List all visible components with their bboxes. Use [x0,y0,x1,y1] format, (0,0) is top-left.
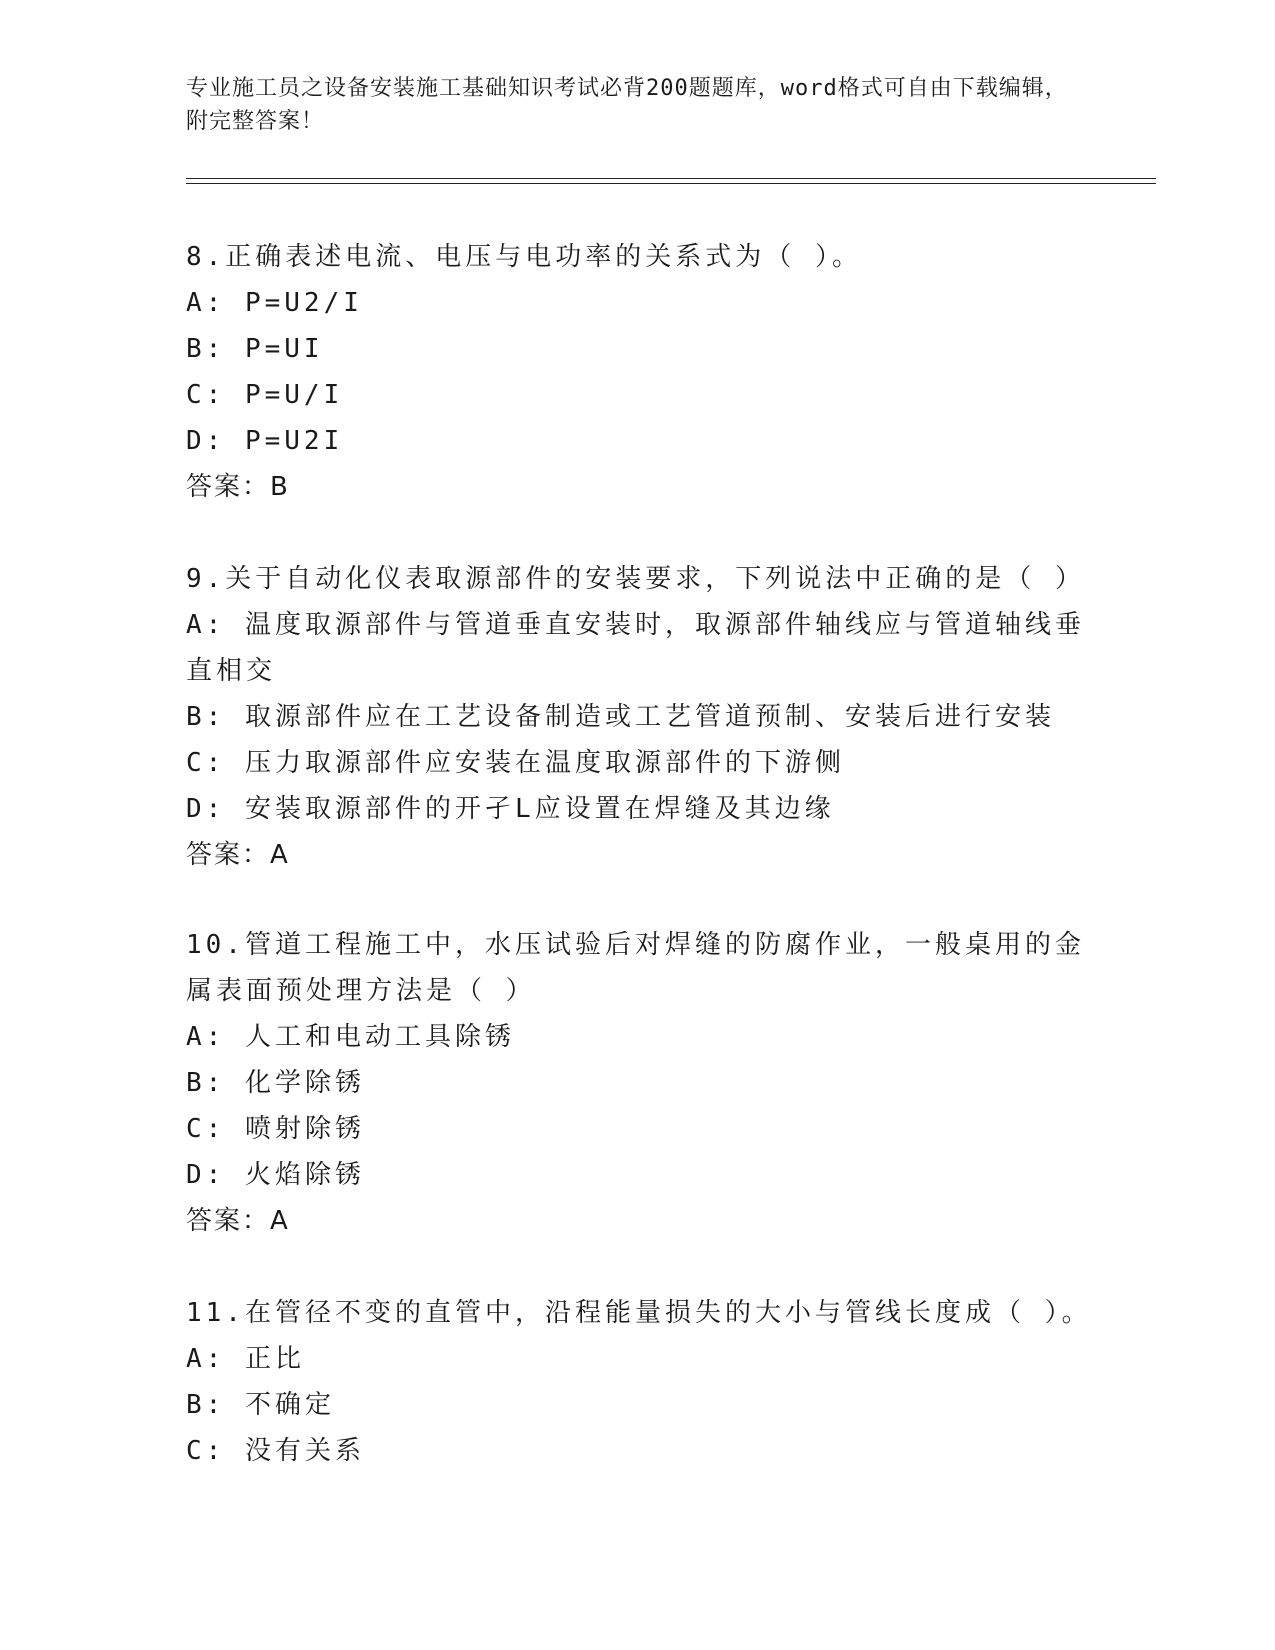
answer: 答案：A [186,1206,290,1236]
question-stem: 10.管道工程施工中，水压试验后对焊缝的防腐作业，一般桌用的金属表面预处理方法是（ ） [186,930,1085,1006]
option-d: D: 火焰除锈 [186,1160,365,1190]
option-b: B: 化学除锈 [186,1068,365,1098]
option-a: A: 人工和电动工具除锈 [186,1022,515,1052]
option-a: A: 温度取源部件与管道垂直安装时，取源部件轴线应与管道轴线垂直相交 [186,610,1085,686]
header-text: 专业施工员之设备安装施工基础知识考试必背200题题库，word格式可自由下载编辑，附完整答案！ [186,76,1068,134]
document-header [186,72,1086,138]
question-stem: 8.正确表述电流、电压与电功率的关系式为（ ）。 [186,242,862,272]
option-c: C: 没有关系 [186,1436,365,1466]
option-c: C: 喷射除锈 [186,1114,365,1144]
option-b: B: 取源部件应在工艺设备制造或工艺管道预制、安装后进行安装 [186,702,1055,732]
question-9 [186,556,1086,878]
answer: 答案：A [186,840,290,870]
question-stem: 9.关于自动化仪表取源部件的安装要求，下列说法中正确的是（ ） [186,564,1085,594]
answer: 答案：B [186,472,290,502]
option-d: D: 安装取源部件的开孑L应设置在焊缝及其边缘 [186,794,835,824]
option-a: A: 正比 [186,1344,305,1374]
question-11 [186,1290,1092,1474]
option-b: B: 不确定 [186,1390,335,1420]
option-a: A: P=U2/I [186,288,363,318]
option-b: B: P=UI [186,334,324,364]
question-8 [186,234,1086,510]
option-c: C: 压力取源部件应安装在温度取源部件的下游侧 [186,748,845,778]
question-stem: 11.在管径不变的直管中，沿程能量损失的大小与管线长度成（ ）。 [186,1298,1092,1328]
question-10 [186,922,1086,1244]
header-divider-top [186,178,1156,179]
option-d: D: P=U2I [186,426,344,456]
option-c: C: P=U/I [186,380,344,410]
header-divider-bottom [186,183,1156,184]
